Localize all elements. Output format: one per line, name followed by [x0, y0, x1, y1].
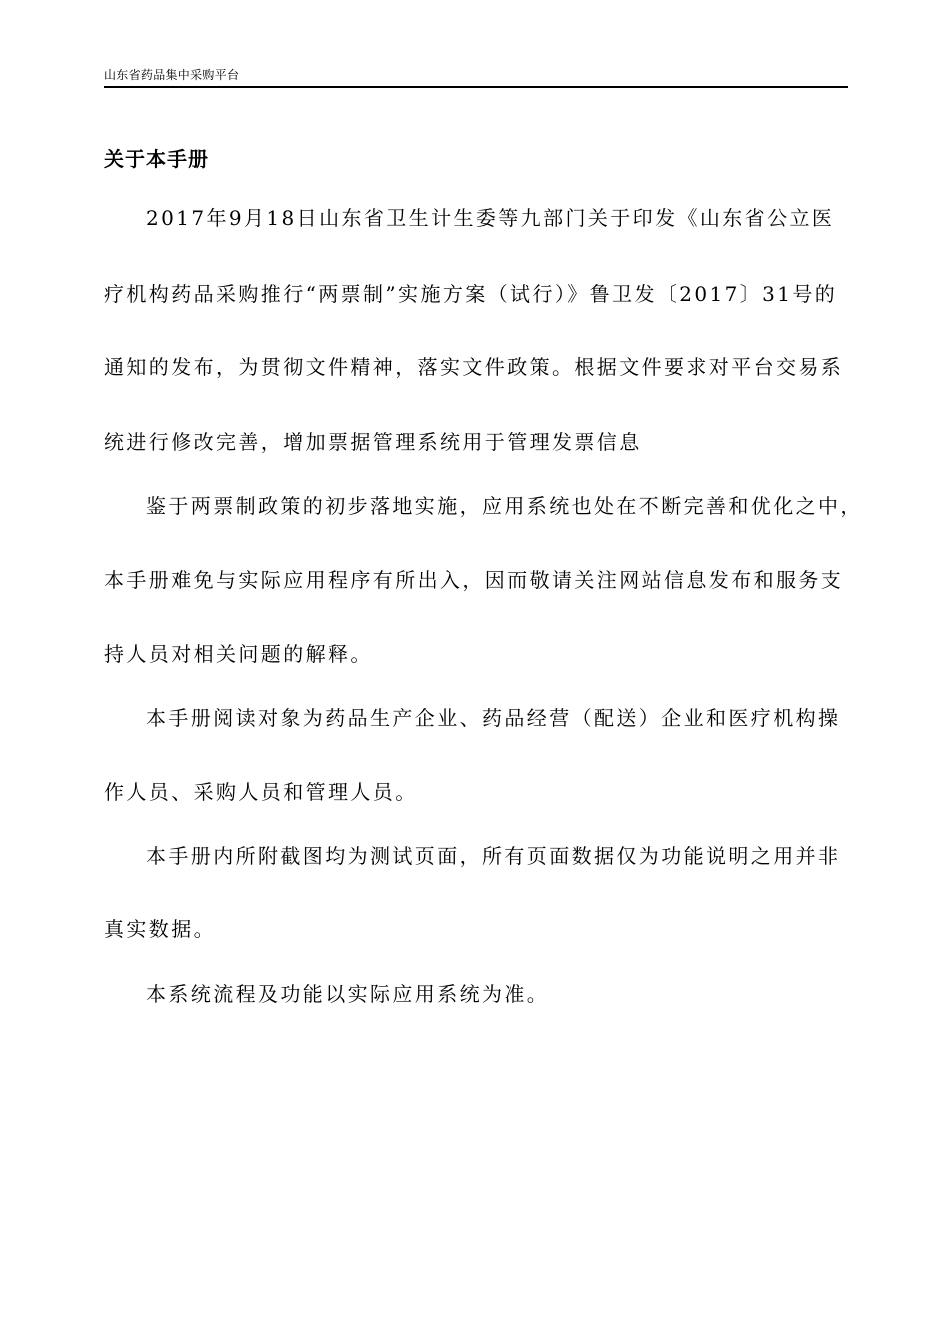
section-title: 关于本手册 — [104, 147, 209, 171]
paragraph-line: 本手册内所附截图均为测试页面，所有页面数据仅为功能说明之用并非 — [146, 844, 841, 868]
paragraph-line: 持人员对相关问题的解释。 — [104, 642, 373, 666]
paragraph-line: 本手册阅读对象为药品生产企业、药品经营（配送）企业和医疗机构操 — [146, 706, 841, 730]
paragraph-line: 本手册难免与实际应用程序有所出入，因而敬请关注网站信息发布和服务支 — [104, 568, 844, 592]
page-header — [104, 66, 848, 88]
header-title: 山东省药品集中采购平台 — [104, 68, 240, 82]
paragraph-line: 本系统流程及功能以实际应用系统为准。 — [146, 982, 550, 1006]
paragraph-line: 鉴于两票制政策的初步落地实施，应用系统也处在不断完善和优化之中， — [146, 494, 863, 518]
paragraph-line: 统进行修改完善，增加票据管理系统用于管理发票信息 — [104, 430, 642, 454]
paragraph-line: 作人员、采购人员和管理人员。 — [104, 780, 418, 804]
paragraph-line: 真实数据。 — [104, 917, 216, 941]
paragraph-line: 疗机构药品采购推行“两票制”实施方案（试行）》鲁卫发〔2017〕31号的 — [104, 282, 838, 306]
paragraph-line: 2017年9月18日山东省卫生计生委等九部门关于印发《山东省公立医 — [146, 206, 835, 230]
paragraph-line: 通知的发布，为贯彻文件精神，落实文件政策。根据文件要求对平台交易系 — [104, 355, 844, 379]
